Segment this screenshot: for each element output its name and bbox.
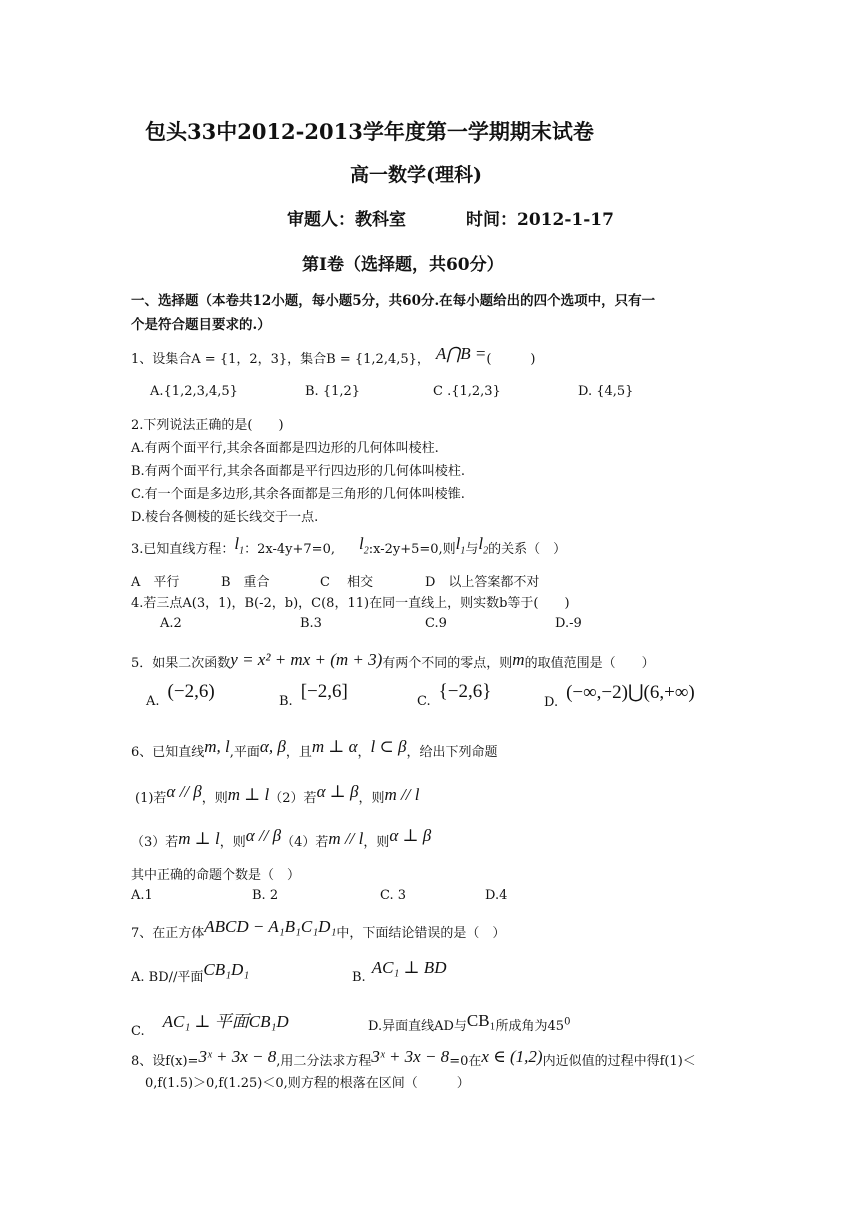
- q3-stem: [131, 534, 567, 560]
- q6-p1-pre: (1)若: [135, 791, 167, 806]
- q5-option-c: [417, 681, 492, 711]
- q7-option-d: [368, 1011, 571, 1035]
- q2-option-d: D.棱台各侧棱的延长线交于一点.: [131, 510, 319, 525]
- q6-p4-mid: ，则: [363, 835, 390, 850]
- q8-stem-c: =0在: [449, 1054, 482, 1069]
- q8-stem-b: ,用二分法求方程: [276, 1054, 372, 1069]
- q3-l2-ref-letter: l: [478, 534, 484, 553]
- q2-option-a: A.有两个面平行,其余各面都是四边形的几何体叫棱柱.: [131, 441, 439, 456]
- q3-option-a: A 平行: [131, 575, 180, 590]
- q6-stem-a: 6、已知直线: [131, 745, 205, 760]
- q7-option-a-expr: CB₁D₁: [203, 960, 250, 979]
- q6-stem-d: ，: [357, 745, 371, 760]
- q6-p4-cond: m // l: [328, 829, 364, 848]
- q8-stem: [131, 1047, 696, 1070]
- section-instruction-line-2: 个是符合题目要求的.）: [131, 317, 271, 333]
- q5-option-a-label: A.: [146, 694, 160, 709]
- q7-option-c-expr: AC₁ ⊥ 平面CB₁D: [162, 1012, 289, 1031]
- q3-eq2: :x-2y+5=0,则: [368, 542, 456, 557]
- q6-cond2: l ⊂ β: [370, 737, 407, 756]
- q1-paren: ( ): [486, 352, 536, 367]
- q7-option-d-text: D.异面直线AD与: [368, 1019, 467, 1034]
- q5-option-a-expr: (−2,6): [167, 681, 215, 702]
- q7-stem-b: 中，下面结论错误的是（ ）: [336, 926, 506, 941]
- q3-l2: [358, 534, 369, 557]
- q8-func: 3ˣ + 3x − 8: [198, 1047, 277, 1066]
- q6-planes: α, β: [259, 737, 286, 756]
- q1-stem-text: 1、设集合A = {1，2，3}，集合B = {1,2,4,5}，: [131, 352, 430, 367]
- q5-stem-b: 有两个不同的零点，则: [382, 656, 513, 671]
- q3-option-c: C 相交: [320, 575, 374, 590]
- q1-option-c: C .{1,2,3}: [433, 384, 501, 399]
- q5-stem-a: 5．如果二次函数: [131, 656, 231, 671]
- q5-option-b-label: B.: [279, 694, 293, 709]
- q6-p1-cond: α // β: [166, 782, 202, 801]
- q6-prop-1-2: [135, 782, 420, 807]
- q6-p4-result: α ⊥ β: [389, 826, 432, 845]
- q3-option-d: D 以上答案都不对: [425, 575, 540, 590]
- q5-option-c-expr: {−2,6}: [438, 681, 492, 702]
- section-instruction-line-1: 一、选择题（本卷共12小题，每小题5分，共60分.在每小题给出的四个选项中，只有一: [131, 293, 656, 309]
- q8-line-2: 0,f(1.5)＞0,f(1.25)＜0,则方程的根落在区间（ ）: [145, 1076, 470, 1091]
- q5-option-d-label: D.: [544, 695, 559, 710]
- q7-option-d-degree: 0: [564, 1016, 571, 1028]
- q6-p3-pre: （3）若: [131, 835, 179, 850]
- q7-option-c-label: C.: [131, 1024, 145, 1039]
- q7-option-a-text: A. BD//平面: [131, 970, 204, 985]
- q6-stem-e: ，给出下列命题: [406, 745, 498, 760]
- exam-time: 时间：2012-1-17: [466, 210, 614, 230]
- q7-option-b-label: B.: [352, 970, 366, 985]
- q7-stem-a: 7、在正方体: [131, 926, 205, 941]
- q6-option-d: D.4: [485, 888, 508, 903]
- q6-p3-mid: ，则: [219, 835, 246, 850]
- q7-option-b: [352, 958, 447, 986]
- q4-option-d: D.-9: [555, 616, 582, 631]
- q7-option-b-expr: AC₁ ⊥ BD: [371, 958, 447, 977]
- q6-option-c: C. 3: [380, 888, 407, 903]
- q4-option-b: B.3: [300, 616, 322, 631]
- q6-p2-result: m // l: [384, 785, 420, 804]
- q3-l1-ref-sub: 1: [460, 545, 466, 557]
- q3-l2-ref-sub: 2: [483, 545, 489, 557]
- q7-stem: [131, 917, 506, 942]
- q7-option-a: [131, 960, 250, 986]
- q1-option-d: D. {4,5}: [578, 384, 634, 399]
- q6-p2-mid: ，则: [358, 791, 385, 806]
- q5-func: y = x² + mx + (m + 3): [230, 650, 383, 669]
- q1-stem: [131, 344, 536, 368]
- q3-eq1: ：2x-4y+7=0,: [244, 542, 335, 557]
- volume-heading: 第Ⅰ卷（选择题，共60分）: [302, 255, 504, 275]
- q2-option-c: C.有一个面是多边形,其余各面都是三角形的几何体叫棱锥.: [131, 487, 465, 502]
- q5-option-d-expr: (−∞,−2)⋃(6,+∞): [566, 682, 695, 703]
- q6-cond1: m ⊥ α: [311, 737, 358, 756]
- q8-stem-d: 内近似值的过程中得f(1)＜: [542, 1054, 696, 1069]
- q3-option-b: B 重合: [221, 575, 270, 590]
- q6-option-a: A.1: [131, 888, 153, 903]
- q3-l1-letter: l: [234, 534, 240, 553]
- q1-option-a: A.{1,2,3,4,5}: [150, 384, 238, 399]
- exam-reviewer: 审题人：教科室: [287, 210, 406, 230]
- q4-option-a: A.2: [160, 616, 182, 631]
- q3-mid: 与: [465, 542, 479, 557]
- exam-subtitle: 高一数学(理科): [350, 164, 482, 186]
- q6-lines: m, l: [204, 737, 230, 756]
- q8-domain: x ∈ (1,2): [481, 1047, 543, 1066]
- q4-option-c: C.9: [425, 616, 447, 631]
- q3-l2-ref: [478, 534, 489, 557]
- q5-stem-c: 的取值范围是（ ）: [524, 656, 655, 671]
- q8-func2: 3ˣ + 3x − 8: [371, 1047, 450, 1066]
- q5-option-c-label: C.: [417, 694, 431, 709]
- q6-p2-cond: α ⊥ β: [316, 782, 359, 801]
- q6-p1-mid: ，则: [201, 791, 228, 806]
- q5-stem: [131, 652, 655, 672]
- q6-prop-3-4: [131, 826, 432, 851]
- q3-l2-letter: l: [358, 534, 364, 553]
- q6-stem-b: ,平面: [229, 745, 260, 760]
- q6-option-b: B. 2: [252, 888, 279, 903]
- q5-option-d: [544, 682, 695, 712]
- q6-p3-cond: m ⊥ l: [178, 829, 220, 848]
- q8-stem-a: 8、设f(x)=: [131, 1054, 199, 1069]
- q1-expr: A⋂B =: [435, 344, 487, 363]
- q5-var: m: [512, 650, 525, 669]
- q2-option-b: B.有两个面平行,其余各面都是平行四边形的几何体叫棱柱.: [131, 464, 465, 479]
- q1-option-b: B. {1,2}: [305, 384, 361, 399]
- q6-count-stem: 其中正确的命题个数是（ ）: [131, 868, 301, 883]
- q6-stem: [131, 737, 498, 761]
- q6-p4-pre: （4）若: [281, 835, 329, 850]
- q5-option-a: [146, 681, 215, 711]
- q6-p3-result: α // β: [245, 826, 282, 845]
- q4-stem: 4.若三点A(3，1)，B(-2，b)，C(8，11)在同一直线上，则实数b等于( ): [131, 596, 570, 611]
- q7-cube: ABCD − A₁B₁C₁D₁: [204, 917, 337, 936]
- q7-option-d-tail: 所成角为45: [495, 1019, 565, 1034]
- q3-l1-ref-letter: l: [455, 534, 461, 553]
- q3-l1: [234, 534, 245, 557]
- q3-l1-sub: 1: [239, 545, 245, 557]
- q6-stem-c: ，且: [285, 745, 312, 760]
- q3-stem-a: 3.已知直线方程：: [131, 542, 235, 557]
- q7-option-d-expr: CB₁: [466, 1011, 496, 1030]
- q6-p1-result: m ⊥ l: [227, 785, 270, 804]
- q5-option-b: [279, 681, 348, 711]
- q3-l1-ref: [455, 534, 466, 557]
- q6-p2-pre: （2）若: [269, 791, 317, 806]
- q2-stem: 2.下列说法正确的是( ): [131, 418, 284, 433]
- exam-title: 包头33中2012-2013学年度第一学期期末试卷: [145, 119, 594, 144]
- q3-l2-sub: 2: [363, 545, 369, 557]
- q3-tail: 的关系（ ）: [488, 542, 567, 557]
- q5-option-b-expr: [−2,6]: [300, 681, 348, 702]
- q7-option-c: [131, 1012, 289, 1040]
